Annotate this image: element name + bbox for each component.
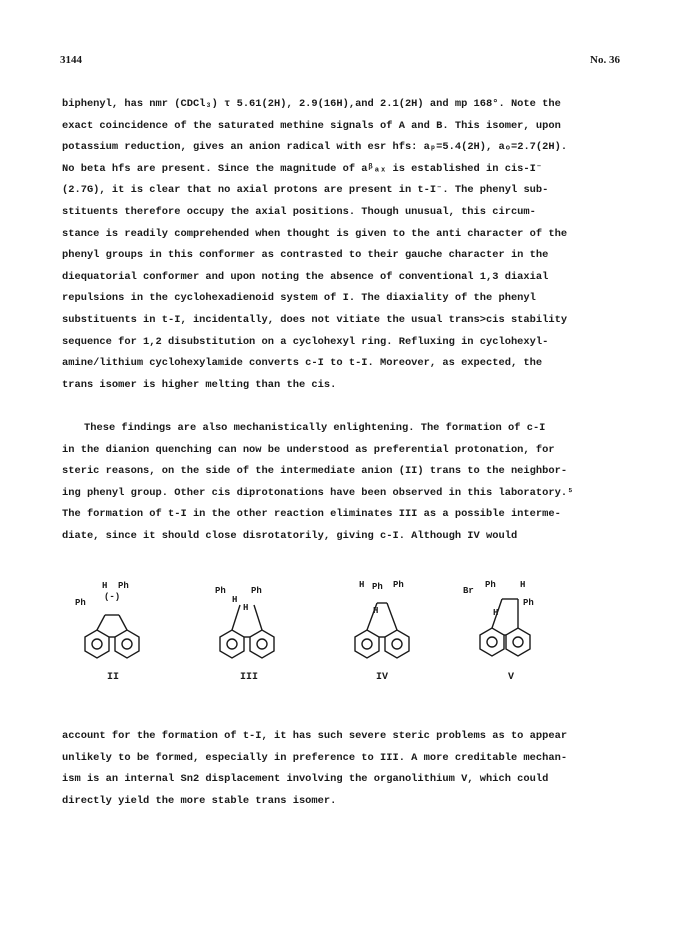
- text-line: steric reasons, on the side of the intermediate anion (II) trans to the neighbor-: [62, 465, 568, 478]
- structure-iv: [355, 603, 409, 658]
- structures-svg: [75, 575, 595, 685]
- paragraph-1: [62, 94, 622, 396]
- text-line: diequatorial conformer and upon noting the absence of conventional 1,3 diaxial: [62, 270, 549, 283]
- atom-h: H: [520, 580, 526, 590]
- atom-h: H: [493, 608, 499, 618]
- text-line: account for the formation of t-I, it has such severe steric problems as to appear: [62, 730, 568, 742]
- structure-label-iii: III: [240, 672, 259, 683]
- issue-number: No. 36: [590, 54, 620, 66]
- atom-br: Br: [463, 586, 474, 596]
- atom-ph: Ph: [118, 581, 129, 591]
- atom-h: H: [102, 581, 108, 591]
- atom-ph: Ph: [75, 598, 86, 608]
- text-line: potassium reduction, gives an anion radical with esr hfs: aₚ=5.4(2H), aₒ=2.7(2H).: [62, 141, 568, 154]
- structure-label-v: V: [508, 672, 515, 683]
- paragraph-2: [62, 418, 622, 548]
- text-line: ing phenyl group. Other cis diprotonations have been observed in this laboratory.⁵: [62, 486, 574, 499]
- structure-ii: [85, 615, 139, 658]
- text-line: (2.7G), it is clear that no axial protons are present in t-I⁻. The phenyl sub-: [62, 184, 549, 197]
- text-line: amine/lithium cyclohexylamide converts c-I to t-I. Moreover, as expected, the: [62, 357, 543, 370]
- text-line: These findings are also mechanistically enlightening. The formation of c-I: [84, 422, 546, 434]
- chemical-structures-figure: [75, 575, 595, 685]
- atom-h: H: [243, 603, 249, 613]
- page-header: [60, 54, 620, 66]
- atom-anion-label: (-): [104, 592, 121, 602]
- text-line: stituents therefore occupy the axial positions. Though unusual, this circum-: [62, 205, 536, 218]
- atom-ph: Ph: [523, 598, 534, 608]
- atom-ph: Ph: [485, 580, 496, 590]
- text-line: phenyl groups in this conformer as contrasted to their gauche character in the: [62, 249, 549, 262]
- text-line: trans isomer is higher melting than the cis.: [62, 378, 337, 391]
- page-number: 3144: [60, 54, 82, 66]
- structure-label-iv: IV: [376, 672, 389, 683]
- text-line: exact coincidence of the saturated methine signals of A and B. This isomer, upon: [62, 119, 561, 132]
- atom-ph: Ph: [372, 582, 383, 592]
- text-line: substituents in t-I, incidentally, does not vitiate the usual trans>cis stability: [62, 313, 568, 326]
- text-line: ism is an internal Sn2 displacement involving the organolithium V, which could: [62, 773, 549, 786]
- atom-ph: Ph: [215, 586, 226, 596]
- atom-h: H: [359, 580, 365, 590]
- atom-h: H: [232, 595, 238, 605]
- atom-ph: Ph: [251, 586, 262, 596]
- structure-label-ii: II: [107, 672, 120, 683]
- text-line: diate, since it should close disrotatorily, giving c-I. Although IV would: [62, 529, 518, 542]
- atom-ph: Ph: [393, 580, 404, 590]
- text-line: repulsions in the cyclohexadienoid system of I. The diaxiality of the phenyl: [62, 292, 536, 305]
- text-line: sequence for 1,2 disubstitution on a cyclohexyl ring. Refluxing in cyclohexyl-: [62, 335, 549, 348]
- text-line: unlikely to be formed, especially in preference to III. A more creditable mechan-: [62, 751, 568, 764]
- paragraph-3: [62, 726, 622, 812]
- atom-h: H: [373, 606, 379, 616]
- text-line: No beta hfs are present. Since the magnitude of aᵝₐₓ is established in cis-I⁻: [62, 162, 543, 175]
- text-line: in the dianion quenching can now be understood as preferential protonation, for: [62, 443, 555, 456]
- text-line: biphenyl, has nmr (CDCl₃) τ 5.61(2H), 2.9(16H),and 2.1(2H) and mp 168°. Note the: [62, 98, 561, 110]
- text-line: directly yield the more stable trans isomer.: [62, 794, 337, 807]
- text-line: The formation of t-I in the other reaction eliminates III as a possible interme-: [62, 508, 561, 521]
- text-line: stance is readily comprehended when thought is given to the anti character of the: [62, 227, 568, 240]
